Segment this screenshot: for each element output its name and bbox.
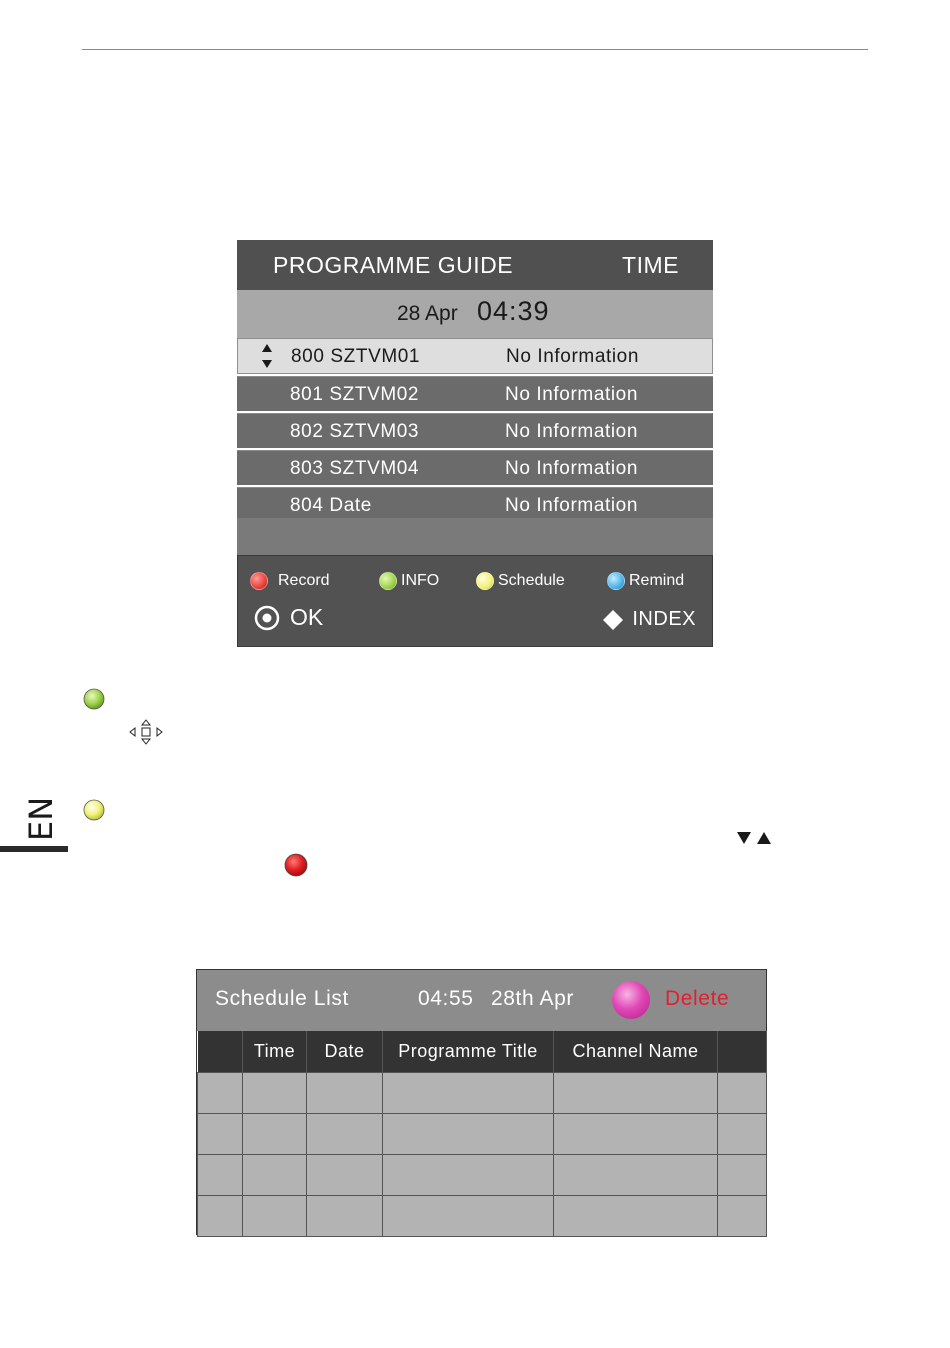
nav-cross-icon [128,719,164,745]
schedule-table [197,1031,767,1237]
table-cell [243,1196,307,1237]
red-dot-icon [250,572,268,590]
column-header-index [198,1031,243,1073]
channel-list [237,338,713,524]
schedule-label: Schedule [498,572,565,589]
table-cell [554,1073,718,1114]
table-cell [307,1196,383,1237]
channel-row[interactable] [237,338,713,374]
guide-title: PROGRAMME GUIDE [273,252,514,278]
ok-circle-icon [254,605,280,631]
schedule-title: Schedule List [215,987,349,1010]
programme-info: No Information [505,384,639,405]
blue-dot-icon [607,572,625,590]
table-row[interactable] [198,1114,767,1155]
table-cell [243,1073,307,1114]
guide-header [237,240,713,290]
table-cell [198,1196,243,1237]
yellow-dot-icon [83,799,105,821]
table-cell [554,1114,718,1155]
top-divider [82,49,868,50]
red-dot-icon [284,853,308,877]
channel-name: 803 SZTVM04 [290,458,420,479]
pink-button-icon[interactable] [612,981,650,1019]
time-tab[interactable]: TIME [622,252,679,278]
schedule-time: 04:55 [418,987,474,1010]
column-header-date: Date [307,1031,383,1073]
language-tab-bar [0,846,68,852]
table-cell [198,1155,243,1196]
table-cell [718,1196,767,1237]
channel-name: 802 SZTVM03 [290,421,420,442]
channel-row[interactable] [237,376,713,411]
record-label: Record [278,572,330,589]
table-cell [198,1114,243,1155]
column-header-time: Time [243,1031,307,1073]
programme-info: No Information [505,458,639,479]
schedule-date: 28th Apr [491,987,575,1010]
language-tab: EN [22,796,60,842]
table-cell [383,1073,554,1114]
table-cell [718,1114,767,1155]
channel-row[interactable] [237,487,713,522]
remind-button[interactable] [607,572,684,590]
table-cell [307,1114,383,1155]
index-button[interactable] [602,608,696,631]
programme-guide-panel [237,240,713,647]
yellow-dot-icon [476,572,494,590]
table-cell [243,1114,307,1155]
index-label: INDEX [632,608,696,630]
info-button[interactable] [379,572,439,590]
diamond-icon [602,609,624,631]
table-cell [383,1155,554,1196]
column-header-channel-name: Channel Name [554,1031,718,1073]
table-cell [307,1155,383,1196]
column-header-extra [718,1031,767,1073]
guide-date-bar [237,290,713,338]
ok-button[interactable] [254,604,323,631]
info-label: INFO [401,572,440,589]
programme-info: No Information [505,421,639,442]
green-dot-icon [83,688,105,710]
schedule-list-panel [196,969,767,1235]
column-header-programme-title: Programme Title [383,1031,554,1073]
table-row[interactable] [198,1196,767,1237]
channel-name: 800 SZTVM01 [291,346,421,367]
table-cell [307,1073,383,1114]
remind-label: Remind [629,572,685,589]
channel-name: 804 Date [290,495,372,516]
schedule-button[interactable] [476,572,565,590]
table-cell [383,1196,554,1237]
table-cell [383,1114,554,1155]
channel-row[interactable] [237,450,713,485]
channel-row[interactable] [237,413,713,448]
table-header-row [198,1031,767,1073]
up-down-arrows-icon [260,342,274,370]
table-cell [554,1196,718,1237]
schedule-header [197,970,766,1031]
table-cell [554,1155,718,1196]
record-button[interactable] [250,572,330,590]
table-cell [198,1073,243,1114]
delete-label[interactable]: Delete [665,987,730,1010]
empty-row [237,518,713,555]
guide-date: 28 Apr [397,302,458,325]
down-up-arrows-icon [736,831,772,845]
programme-info: No Information [505,495,639,516]
guide-time: 04:39 [477,296,550,326]
green-dot-icon [379,572,397,590]
table-cell [718,1155,767,1196]
guide-footer [237,555,713,647]
table-row[interactable] [198,1073,767,1114]
table-cell [243,1155,307,1196]
table-row[interactable] [198,1155,767,1196]
programme-info: No Information [506,346,640,367]
table-cell [718,1073,767,1114]
channel-name: 801 SZTVM02 [290,384,420,405]
ok-label: OK [290,604,324,630]
